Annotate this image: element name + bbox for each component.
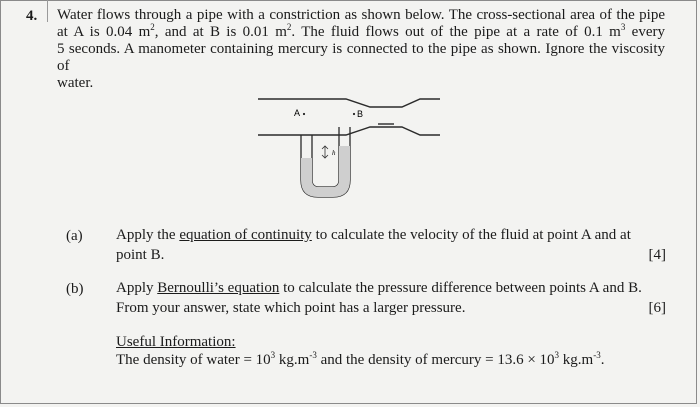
useful-heading: Useful Information:	[116, 334, 236, 350]
part-a-line-2: point B. [4]	[116, 247, 666, 263]
part-b-text	[116, 278, 666, 318]
point-b-label: B	[357, 109, 364, 119]
part-b-line-2: From your answer, state which point has a larger pressure. [6]	[116, 300, 666, 316]
point-a-label: A	[294, 108, 301, 118]
mercury-column	[301, 146, 350, 197]
part-a-marks: [4]	[648, 247, 666, 263]
intro-line-4: water.	[57, 75, 94, 91]
divider-line	[47, 0, 48, 22]
point-a-dot	[303, 113, 305, 115]
intro-line-2: at A is 0.04 $m^2$, and at B is 0.01 $m^2$. The fluid flows out of the pipe at a rate of 0.1 $m^3$ every	[57, 22, 665, 40]
point-b-dot	[353, 113, 355, 115]
continuity-term: equation of continuity	[179, 227, 312, 243]
pipe-manometer-diagram	[250, 90, 450, 202]
question-number: 4.	[26, 8, 38, 24]
part-b-label: (b)	[66, 281, 84, 297]
part-b-line-1: Apply Bernoulli’s equation to calculate the pressure difference between points A and B.	[116, 280, 642, 296]
part-a-text	[116, 225, 666, 265]
pipe-walls	[258, 99, 440, 135]
density-line: The density of water = $10^3$ $kg.m^{-3}$ and the density of mercury = $13.6 \times 10^3$ $kg.m^{-3}$.	[116, 350, 605, 368]
h-label: h	[332, 149, 336, 157]
h-marker	[322, 146, 328, 158]
intro-line-1: Water flows through a pipe with a constriction as shown below. The cross-sectional area of the pipe	[57, 7, 665, 23]
part-a-label: (a)	[66, 228, 83, 244]
bernoulli-term: Bernoulli’s equation	[157, 280, 280, 296]
part-b-marks: [6]	[648, 300, 666, 316]
intro-line-3: 5 seconds. A manometer containing mercury is connected to the pipe as shown. Ignore the viscosity of	[57, 41, 665, 74]
part-a-line-1: Apply the equation of continuity to calculate the velocity of the fluid at point A and at	[116, 227, 631, 243]
question-intro	[57, 7, 665, 92]
useful-information	[116, 333, 604, 369]
